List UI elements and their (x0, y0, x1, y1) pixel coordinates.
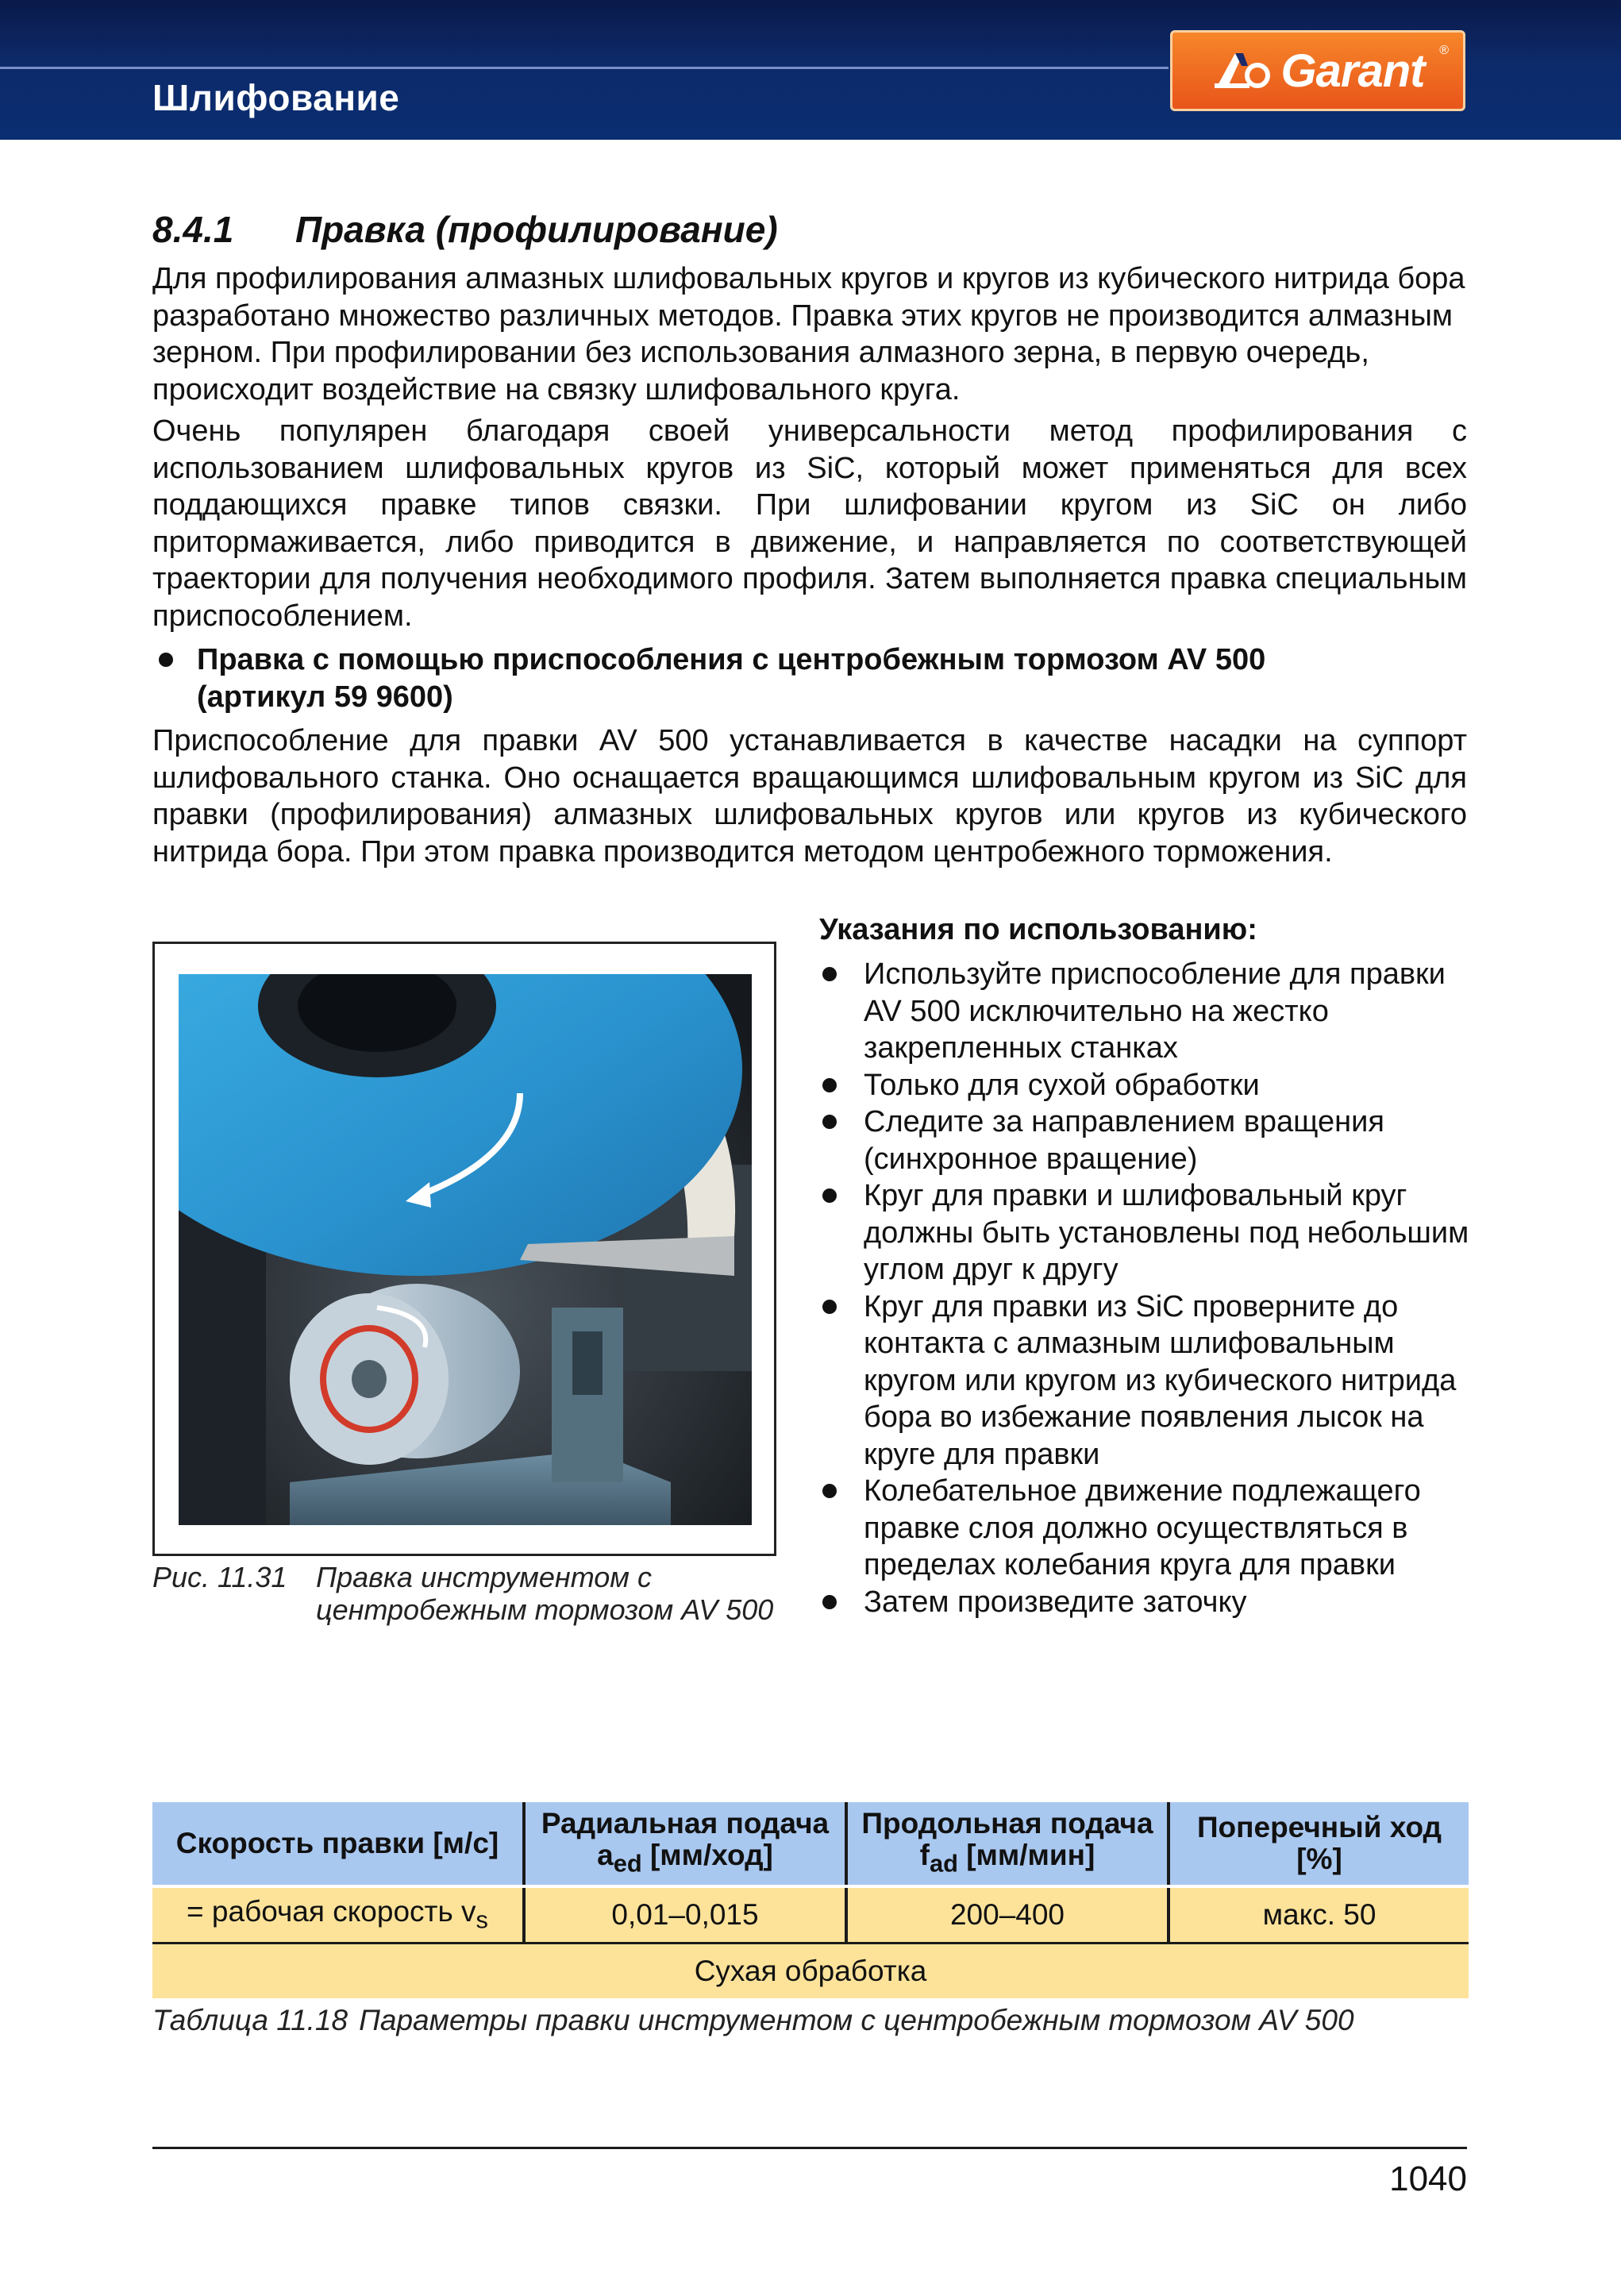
dressing-tool-illustration (179, 974, 752, 1525)
figure-frame (152, 942, 776, 1556)
usage-item: Только для сухой обработки (819, 1067, 1470, 1104)
registered-mark: ® (1439, 44, 1449, 57)
header-cross-travel: Поперечный ход [%] (1169, 1802, 1469, 1885)
usage-item: Колебательное движение подлежащего правке слоя должно осуществляться в пределах колебания круга для правки (819, 1473, 1470, 1584)
cell-longitudinal-feed: 200–400 (846, 1888, 1169, 1942)
footer-divider (152, 2147, 1467, 2149)
paragraph-2: Очень популярен благодаря своей универсальности метод профилирования с использованием шлифовальных кругов из SiC, который может применяться для всех поддающихся правке типов связки. При шлифовании кругом из SiC он либо притормаживается, либо приводится в движение, и направляется по соответствующей траектории для получения необходимого профиля. Затем выполняется правка специальным приспособлением. (152, 414, 1467, 633)
table-caption (152, 2004, 1354, 2037)
bullet-icon (822, 1595, 837, 1609)
bullet-heading-line1: Правка с помощью приспособления с центробежным тормозом AV 500 (197, 643, 1266, 676)
cell-cross-travel: макс. 50 (1169, 1888, 1469, 1942)
table-caption-text: Параметры правки инструментом с центробежным тормозом AV 500 (359, 2004, 1354, 2036)
garant-logo (1170, 30, 1465, 111)
table-row (152, 1888, 1469, 1942)
usage-list (819, 956, 1470, 1620)
figure-caption (152, 1561, 773, 1626)
page-header (0, 0, 1621, 140)
logo-text: Garant (1280, 44, 1425, 97)
section-heading (152, 208, 778, 251)
header-longitudinal-feed: Продольная подача $f_{ad}$ [мм/мин] (846, 1802, 1169, 1885)
bullet-icon (822, 1115, 837, 1129)
usage-item: Следите за направлением вращения (синхронное вращение) (819, 1104, 1470, 1177)
usage-item: Круг для правки из SiC проверните до контакта с алмазным шлифовальным кругом или кругом из кубического нитрида бора во избежание появления лысок на круге для правки (819, 1289, 1470, 1474)
usage-heading: Указания по использованию: (819, 913, 1257, 946)
figure-caption-number: Рис. 11.31 (152, 1561, 287, 1593)
figure-caption-line2: центробежным тормозом AV 500 (316, 1593, 774, 1626)
section-title: Правка (профилирование) (295, 209, 778, 250)
table-header-row (152, 1802, 1469, 1885)
section-number: 8.4.1 (152, 209, 234, 250)
paragraph-3: Приспособление для правки AV 500 устанавливается в качестве насадки на суппорт шлифовального станка. Оно оснащается вращающимся шлифовальным кругом из SiC для правки (профилирования) алмазных шлифовальных кругов или кругов из кубического нитрида бора. При этом правка производится методом центробежного торможения. (152, 724, 1467, 869)
page-number: 1040 (1389, 2159, 1467, 2198)
cell-dry-processing: Сухая обработка (152, 1944, 1469, 1998)
bullet-heading-line2: (артикул 59 9600) (197, 680, 453, 714)
bullet-icon (159, 653, 173, 667)
bullet-icon (822, 1300, 837, 1314)
bullet-icon (822, 967, 837, 981)
usage-item: Используйте приспособление для правки AV 500 исключительно на жестко закрепленных станках (819, 956, 1470, 1067)
header-divider (0, 67, 1169, 69)
cell-dressing-speed: = рабочая скорость $v_s$ (152, 1888, 524, 1942)
header-radial-feed: Радиальная подача $a_{ed}$ [мм/ход] (524, 1802, 846, 1885)
dressing-parameters-table (152, 1802, 1469, 1998)
bullet-icon (822, 1078, 837, 1092)
dressing-tool-photo (179, 974, 752, 1525)
header-dressing-speed: Скорость правки [м/с] (152, 1802, 524, 1885)
usage-item: Круг для правки и шлифовальный круг должны быть установлены под небольшим углом друг к другу (819, 1177, 1470, 1289)
cell-radial-feed: 0,01–0,015 (524, 1888, 846, 1942)
chapter-title: Шлифование (152, 77, 400, 118)
bullet-icon (822, 1484, 837, 1498)
usage-item: Затем произведите заточку (819, 1584, 1470, 1621)
paragraph-1: Для профилирования алмазных шлифовальных кругов и кругов из кубического нитрида бора разработано множество различных методов. Правка этих кругов не производится алмазным зерном. При профилировании без использования алмазного зерна, в первую очередь, происходит воздействие на связку шлифовального круга. (152, 262, 1465, 406)
bullet-heading (152, 641, 1467, 715)
garant-logo-icon (1211, 47, 1275, 94)
table-caption-number: Таблица 11.18 (152, 2004, 348, 2036)
figure-caption-line1: Правка инструментом с (316, 1561, 652, 1593)
bullet-icon (822, 1188, 837, 1203)
table-footer-row (152, 1944, 1469, 1998)
